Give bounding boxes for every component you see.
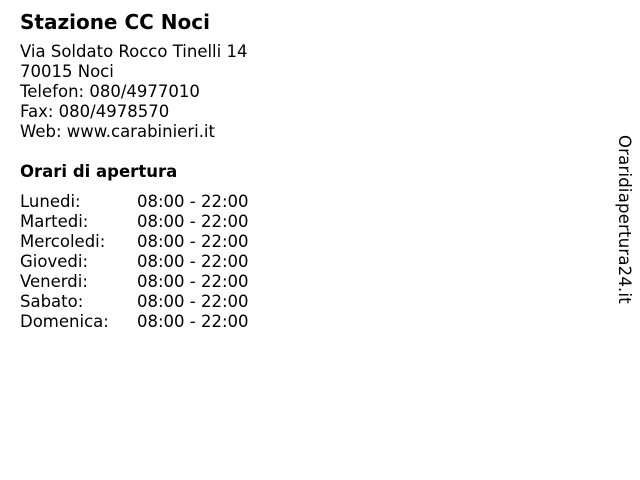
hours-row-saturday bbox=[20, 292, 580, 312]
day-label: Domenica: bbox=[20, 312, 109, 331]
opening-hours-table bbox=[20, 192, 580, 332]
day-label: Mercoledi: bbox=[20, 232, 106, 251]
hours-row-sunday bbox=[20, 312, 580, 332]
store-info-card bbox=[20, 10, 580, 332]
hours-row-friday bbox=[20, 272, 580, 292]
hours-value: 08:00 - 22:00 bbox=[137, 232, 249, 251]
hours-row-wednesday bbox=[20, 232, 580, 252]
address-line-1: Via Soldato Rocco Tinelli 14 bbox=[20, 42, 248, 61]
hours-row-tuesday bbox=[20, 212, 580, 232]
day-label: Lunedi: bbox=[20, 192, 81, 211]
hours-value: 08:00 - 22:00 bbox=[137, 312, 249, 331]
day-label: Giovedi: bbox=[20, 252, 88, 271]
hours-row-monday bbox=[20, 192, 580, 212]
hours-value: 08:00 - 22:00 bbox=[137, 192, 249, 211]
day-label: Venerdi: bbox=[20, 272, 88, 291]
hours-value: 08:00 - 22:00 bbox=[137, 292, 249, 311]
site-brand-label: Oraridiapertura24.it bbox=[615, 135, 634, 304]
hours-value: 08:00 - 22:00 bbox=[137, 252, 249, 271]
hours-value: 08:00 - 22:00 bbox=[137, 272, 249, 291]
address-line-2: 70015 Noci bbox=[20, 62, 114, 81]
phone-number: Telefon: 080/4977010 bbox=[20, 82, 200, 101]
opening-hours-heading: Orari di apertura bbox=[20, 162, 178, 181]
fax-number: Fax: 080/4978570 bbox=[20, 102, 170, 121]
day-label: Martedi: bbox=[20, 212, 89, 231]
day-label: Sabato: bbox=[20, 292, 84, 311]
contact-block bbox=[20, 42, 580, 142]
hours-value: 08:00 - 22:00 bbox=[137, 212, 249, 231]
station-name: Stazione CC Noci bbox=[20, 10, 210, 34]
hours-row-thursday bbox=[20, 252, 580, 272]
website-link[interactable]: Web: www.carabinieri.it bbox=[20, 122, 215, 141]
